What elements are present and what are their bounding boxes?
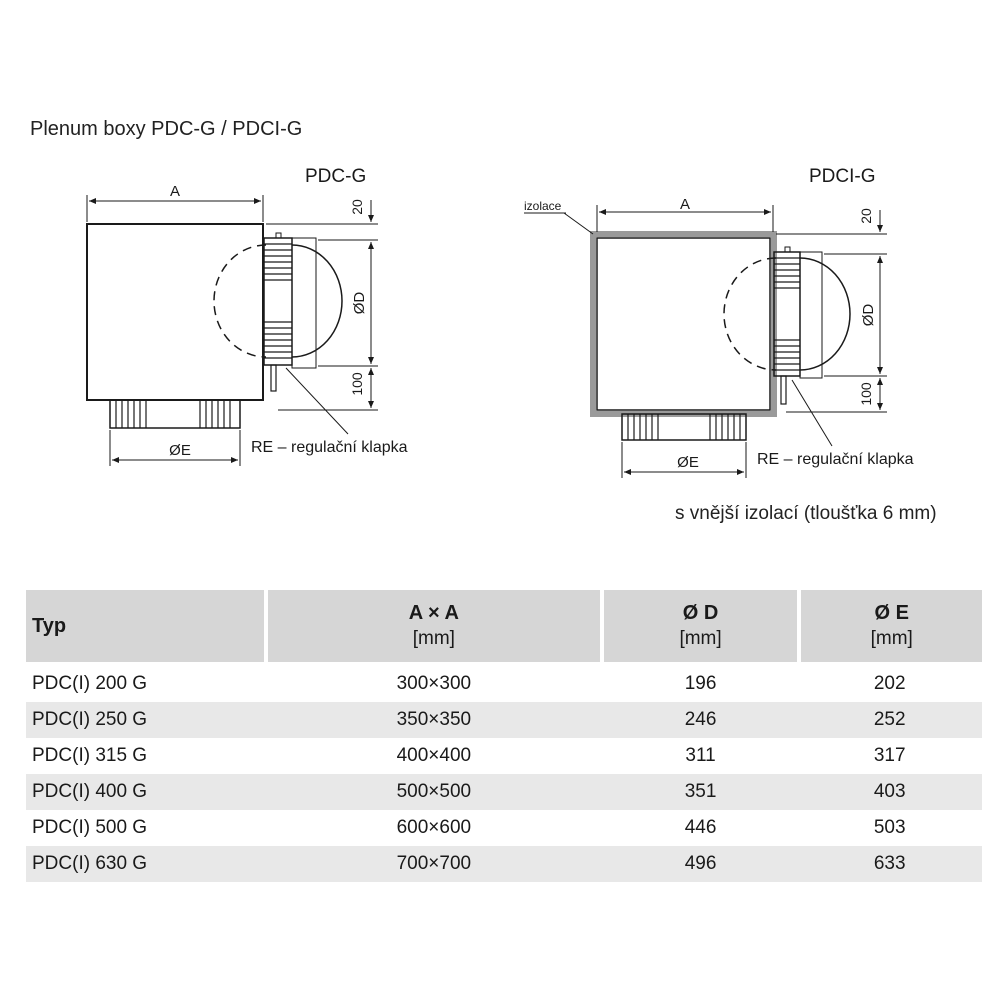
- label-insulation: izolace: [524, 199, 562, 213]
- table-row: PDC(I) 250 G 350×350 246 252: [26, 702, 982, 738]
- callout-re-damper: RE – regulační klapka: [251, 439, 408, 456]
- drawing-label-pdc-g: PDC-G: [305, 166, 367, 187]
- box-outline: [87, 224, 263, 400]
- insulation-leader: [564, 213, 593, 234]
- label-dim-a: A: [169, 183, 181, 200]
- document-title: Plenum boxy PDC-G / PDCI-G: [30, 118, 303, 140]
- header-a-x-a: A × A [mm]: [268, 590, 604, 662]
- header-typ: Typ: [26, 590, 268, 662]
- side-collar: [264, 233, 292, 391]
- bottom-collar: [110, 400, 240, 428]
- header-e: Ø E [mm]: [801, 590, 982, 662]
- damper-dashed-arc: [724, 258, 776, 370]
- insulation-note: s vnější izolací (tloušťka 6 mm): [675, 503, 937, 524]
- table-row: PDC(I) 400 G 500×500 351 403: [26, 774, 982, 810]
- table-row: PDC(I) 200 G 300×300 196 202: [26, 662, 982, 702]
- damper-housing: [800, 252, 822, 378]
- bottom-collar: [622, 414, 746, 440]
- label-dim-d: ØD: [351, 291, 368, 315]
- table-row: PDC(I) 315 G 400×400 311 317: [32, 745, 906, 766]
- label-dim-e: ØE: [677, 454, 699, 471]
- insulation-layer: [593, 234, 774, 414]
- damper-dashed-arc: [214, 245, 266, 357]
- label-dim-top: 20: [349, 199, 365, 215]
- drawing-pdc-g: [87, 166, 408, 466]
- drawing-label-pdci-g: PDCI-G: [809, 166, 876, 187]
- callout-leader: [792, 380, 832, 446]
- table-row: PDC(I) 500 G 600×600 446 503: [32, 817, 906, 838]
- label-dim-bottom: 100: [858, 382, 874, 406]
- label-dim-bottom: 100: [349, 372, 365, 396]
- damper-housing: [292, 238, 316, 368]
- spec-table: [26, 590, 982, 882]
- label-dim-d: ØD: [860, 303, 877, 327]
- table-row: PDC(I) 630 G 700×700 496 633: [26, 846, 982, 882]
- label-dim-top: 20: [858, 208, 874, 224]
- damper-solid-arc: [292, 245, 342, 357]
- box-outline: [597, 238, 770, 410]
- label-dim-a: A: [679, 196, 691, 213]
- side-collar: [774, 247, 800, 404]
- callout-leader: [286, 368, 348, 434]
- drawing-pdci-g: [524, 166, 914, 478]
- damper-solid-arc: [800, 258, 850, 370]
- callout-re-damper: RE – regulační klapka: [757, 451, 914, 468]
- table-header-row: [26, 590, 982, 662]
- header-d: Ø D [mm]: [604, 590, 802, 662]
- label-dim-e: ØE: [169, 442, 191, 459]
